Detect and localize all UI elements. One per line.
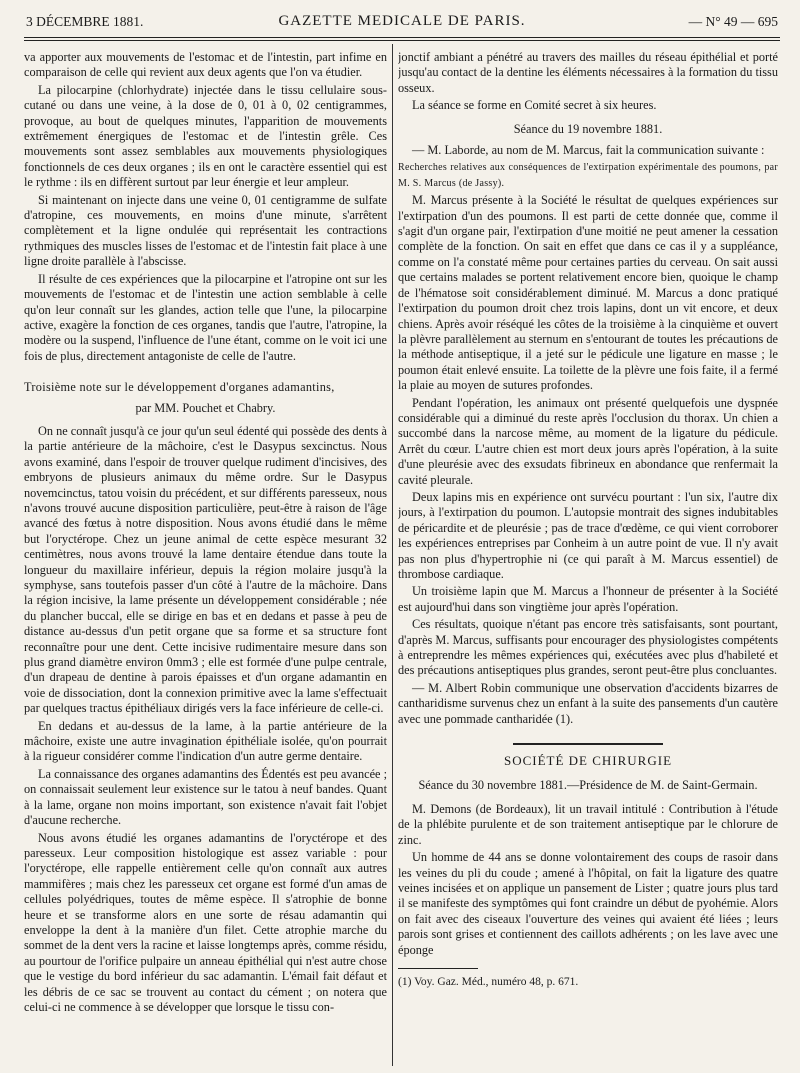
paragraph: La pilocarpine (chlorhydrate) injectée dans le tissu cellulaire sous-cutané ou dans une veine, à la dose de 0, 01 à 0, 02 centigrammes, provoque, au bout de quelques minutes, l'apparition de mouvements extrêmement énergiques de l'estomac et de l'intestin grêle. Ces mouvements sont assez semblables aux mouvements physiologiques fonctionnels de ces deux organes ; ils en ont le caractère essentiel qui est le rythme : ils en diffèrent surtout par leur énergie et leur ampleur.: [24, 82, 387, 190]
society-title: SOCIÉTÉ DE CHIRURGIE: [503, 753, 673, 769]
seance-heading: Séance du 19 novembre 1881.: [513, 121, 663, 136]
header-title: GAZETTE MEDICALE DE PARIS.: [278, 13, 526, 29]
paragraph: Deux lapins mis en expérience ont survécu pourtant : l'un six, l'autre dix jours, à l'extirpation du poumon. L'autopsie montrait des signes indubitables de péricardite et de pleurésie ; pas de trace d'œdème, ce qui vient corroborer les expériences entreprises par Conheim à un autre point de vue. Il n'y avait pas non plus d'hypertrophie ni (ce qui paraît à M. Marcus essentiel) de thrombose cardiaque.: [398, 489, 778, 581]
paragraph: M. Marcus présente à la Société le résultat de quelques expériences sur l'extirpation d'un des poumons. Il est parti de cette donnée que, comme il s'agit d'un organe pair, l'extirpation d'une moitié ne peut amener la cessation complète de la fonction. On sait en effet que dans ce cas il y a suppléance, comme on l'a constaté même pour certaines parties du cerveau. On sait aussi que certains malades se portent relativement encore bien, quoique le champ de l'hématose soit considérablement diminué. M. Marcus a donc pratiqué l'extirpation du poumon droit chez trois lapins, dont un vit encore, et deux chiens. Après avoir réséqué les côtes de la troisième à la cinquième et ouvert la plèvre parallèlement au sternum en s'entourant de toutes les précautions de la méthode antiseptique, il a jeté sur le pédicule une ligature en masse ; le poumon était enlevé ensuite. La toilette de la plèvre une fois faite, il a fermé la plaie au moyen de sutures profondes.: [398, 193, 778, 393]
right-column: [398, 50, 778, 1060]
paragraph: Il résulte de ces expériences que la pilocarpine et l'atropine ont sur les mouvements de l'estomac et de l'intestin une action semblable à celle qu'on leur connaît sur les glandes, action telle que l'une, la pilocarpine active, exagère la fonction de ces organes, tandis que l'autre, l'atropine, la modère ou la suspend, l'influence de l'une étant, comme on le voit ici une fois de plus, directement antagoniste de celle de l'autre.: [24, 271, 387, 363]
footnote-rule: [398, 968, 478, 969]
section-byline: par MM. Pouchet et Chabry.: [135, 400, 276, 415]
paragraph: Un homme de 44 ans se donne volontairement des coups de rasoir dans les veines du pli du coude ; amené à l'hôpital, on fait la ligature des quatre veines incisées et on applique un pansement de Lister ; quatre jours plus tard il se manifeste des symptômes qui font craindre un début de pyohémie. Alors on fait avec des ciseaux l'ouverture des veines qui avaient été liées ; leurs parois sont grises et contiennent des caillots adhérents ; on les lave avec une éponge: [398, 850, 778, 957]
paragraph: La connaissance des organes adamantins des Édentés est peu avancée ; on connaissait seulement leur existence sur le tatou à neuf bandes. Quant à la lame, organe non moins important, son existence n'avait fait l'objet d'aucune recherche.: [24, 766, 387, 828]
header-issue-page: — N° 49 — 695: [688, 14, 778, 29]
page-header: [26, 14, 778, 36]
header-rule-bottom: [24, 40, 780, 41]
paragraph: Ces résultats, quoique n'étant pas encore très satisfaisants, sont pourtant, d'après M. Marcus, suffisants pour encourager des physiologistes compétents à entreprendre les mêmes expériences qui, exécutées avec plus d'habileté et des précautions antiseptiques plus grandes, seront peut-être plus concluantes.: [398, 617, 778, 678]
paragraph: — M. Albert Robin communique une observation d'accidents bizarres de cantharidisme survenus chez un enfant à la suite des pansements d'un cautère avec une pommade cantharidée (1).: [398, 680, 778, 726]
section-title: Troisième note sur le développement d'organes adamantins,: [24, 380, 335, 395]
column-divider: [392, 44, 393, 1066]
paragraph: M. Demons (de Bordeaux), lit un travail intitulé : Contribution à l'étude de la phlébite purulente et de son traitement antiseptique par le chlorure de zinc.: [398, 801, 778, 847]
left-column: [24, 50, 387, 1060]
paragraph: Pendant l'opération, les animaux ont présenté quelquefois une dyspnée considérable qui a diminué du reste après l'occlusion du thorax. Un chien a succombé dans la narcose même, au moment de la ligature du pédicule. Arrêt du cœur. L'autre chien est mort deux jours après l'opération, à la suite d'une pleurésie avec des exsudats fibrineux en abondance que renfermait la cavité pleurale.: [398, 395, 778, 487]
seance-heading: Séance du 30 novembre 1881.—Présidence de M. de Saint-Germain.: [418, 778, 758, 793]
paragraph: Un troisième lapin que M. Marcus a l'honneur de présenter à la Société est aujourd'hui dans son vingtième jour après l'opération.: [398, 584, 778, 614]
header-rule-top: [24, 37, 780, 38]
paragraph: — M. Laborde, au nom de M. Marcus, fait la communication suivante :: [412, 143, 765, 158]
paragraph: La séance se forme en Comité secret à six heures.: [412, 98, 657, 113]
society-rule: [513, 743, 663, 745]
paragraph: On ne connaît jusqu'à ce jour qu'un seul édenté qui possède des dents à la partie antérieure de la mâchoire, c'est le Dasypus sexcinctus. Nous avons examiné, dans l'espoir de trouver quelque rudiment d'incisives, des embryons de plusieurs animaux du même ordre. Sur le Dasypus novemcinctus, tatou voisin du précédent, et sur différents paresseux, nous n'avons trouvé aucune disposition particulière, peut-être à raison de l'âge avancé des fœtus à notre disposition. Nous avons étudié dans le même but l'oryctérope. Chez un jeune animal de cette espèce mesurant 32 centimètres, nous avons trouvé la lame dentaire étendue dans toute la longueur du maxillaire inférieur, depuis la région molaire jusqu'à la symphyse, sans toutefois passer d'un côté à l'autre de la mâchoire. Dans la région incisive, la lame présente un développement considérable ; née du plancher buccal, elle se dirige en bas et en dedans et passe à peu de distance au-dessus d'un petit organe que sa forme et sa structure font reconnaître pour une dent. Cette incisive rudimentaire mesure dans son plus grand diamètre environ 0mm3 ; elle est formée d'une pulpe centrale, d'un drapeau de dentine à parois épaisses et d'un organe adamantin en voie de dissociation, dont la connexion primitive avec la lame s'effectuait par quelques tractus épithéliaux dirigés vers la face inférieure de celle-ci.: [24, 423, 387, 716]
paragraph: Si maintenant on injecte dans une veine 0, 01 centigramme de sulfate d'atropine, ces mouvements, en moins d'une minute, s'arrêtent complètement et la ligne ondulée qui représentait les contractions rythmiques des muscles lisses de l'estomac et de l'intestin fait place à une ligne droite parallèle à l'abscisse.: [24, 192, 387, 269]
paragraph: va apporter aux mouvements de l'estomac et de l'intestin, part infime en comparaison de celle qui revient aux deux agents que l'on va étudier.: [24, 50, 387, 80]
footnote: (1) Voy. Gaz. Méd., numéro 48, p. 671.: [398, 975, 579, 988]
header-date: 3 DÉCEMBRE 1881.: [26, 14, 144, 29]
paragraph: En dedans et au-dessus de la lame, à la partie antérieure de la mâchoire, existe une autre invagination épithéliale isolée, qu'on pourrait à la rigueur considérer comme l'indication d'un autre germe dentaire.: [24, 718, 387, 764]
paragraph: jonctif ambiant a pénétré au travers des mailles du réseau épithélial et porté jusqu'au contact de la dentine les éléments nécessaires à la formation du tissu osseux.: [398, 50, 778, 95]
communication-title: Recherches relatives aux conséquences de l'extirpation expérimentale des poumons, par M. S. Marcus (de Jassy).: [398, 162, 778, 189]
paragraph: Nous avons étudié les organes adamantins de l'oryctérope et des paresseux. Leur composition histologique est assez variable : pour l'oryctérope, elle rappelle entièrement celle qu'on connaît aux autres mammifères ; mais chez les paresseux cet organe est formé d'un amas de cellules polyédriques, toutes de même espèce. Il s'atrophie de bonne heure et se transforme alors en une sorte de résau adamantin qui enveloppe la dent à la manière d'un filet. Cette atrophie marche du sommet de la dent vers la racine et laisse longtemps après, comme résidu, au pourtour de l'orifice pulpaire un anneau épithélial qui n'est autre chose que le vestige du bord inférieur du sac adamantin. L'émail fait défaut et les débris de ce sac se trouvent au contact du cément ; on notera que celui-ci ne commence à se développer que lorsque le tissu con-: [24, 830, 387, 1014]
